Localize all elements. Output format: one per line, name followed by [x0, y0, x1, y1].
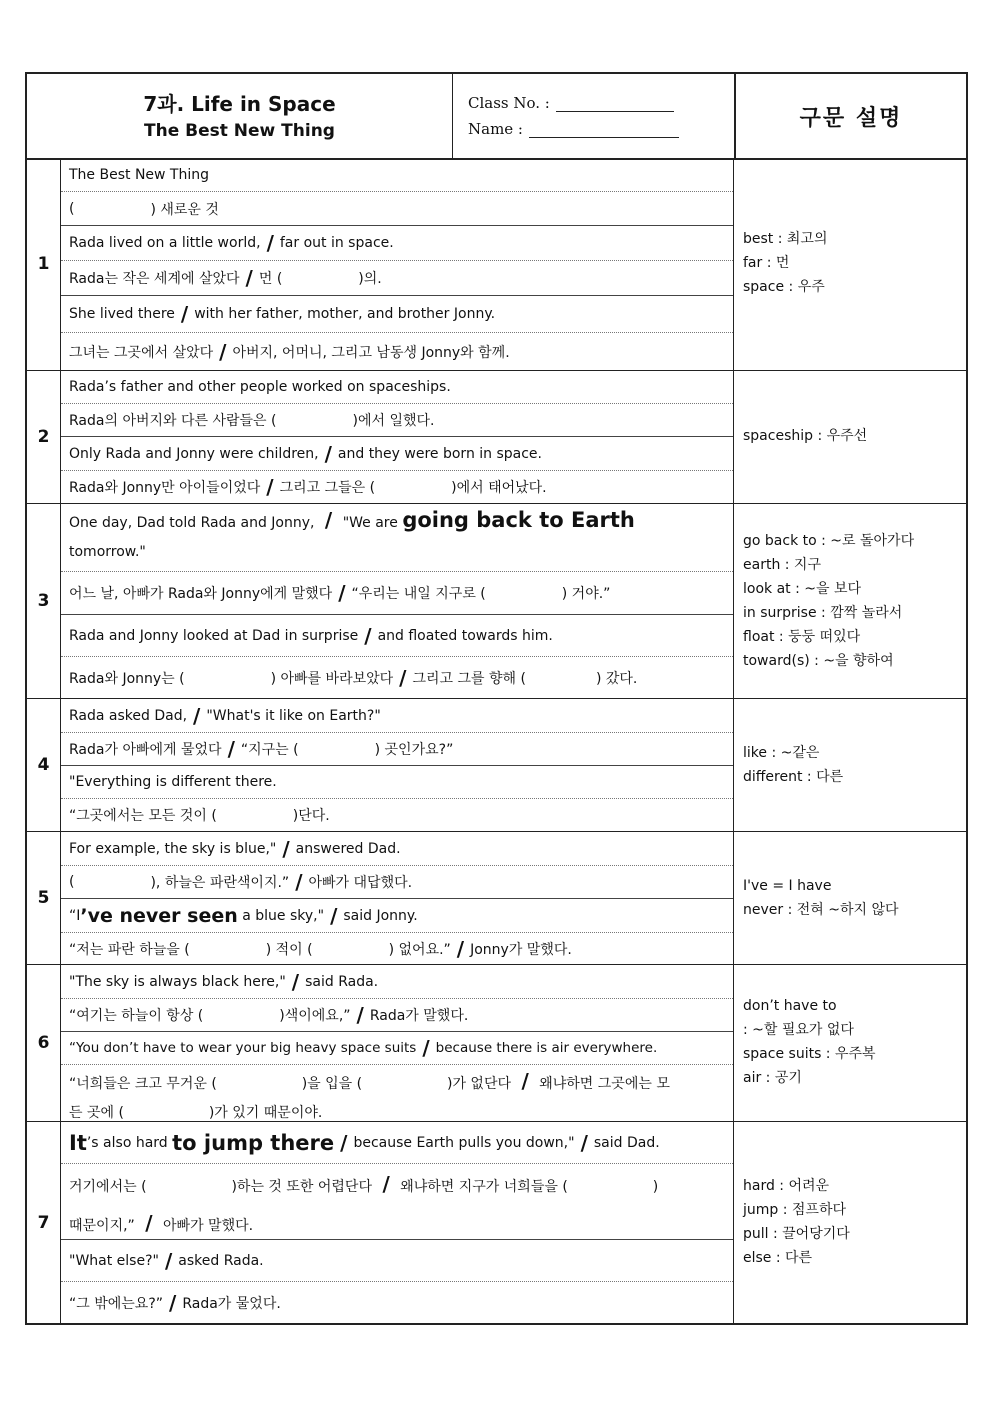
english-sentence: Rada asked Dad,	[69, 707, 188, 724]
sentence-line	[61, 1032, 733, 1065]
vocab-item: look at : ~을 보다	[743, 581, 862, 597]
english-sentence: said Jonny.	[343, 907, 418, 924]
vocab-item: earth : 지구	[743, 557, 821, 573]
vocab-item: never : 전혀 ~하지 않다	[743, 902, 899, 918]
translation-text: “너희들은 크고 무거운 (	[69, 1076, 217, 1092]
translation-line	[61, 657, 733, 698]
sentence-lines	[61, 371, 734, 503]
explanation-header: 구문 설명	[799, 105, 903, 131]
vocab-item: spaceship : 우주선	[743, 428, 868, 444]
english-sentence: "What's it like on Earth?"	[206, 707, 381, 724]
translation-text: 그리고 그를 향해 (	[412, 670, 526, 687]
translation-line	[61, 572, 733, 615]
translation-line	[61, 1065, 733, 1121]
translation-line	[61, 999, 733, 1032]
translation-text: 든 곳에 (	[69, 1105, 124, 1121]
section-4	[27, 699, 966, 832]
vocab-list	[743, 994, 876, 1090]
vocab-item: far : 먼	[743, 255, 790, 271]
section-number: 4	[27, 699, 61, 831]
slash-divider: /	[193, 703, 201, 728]
sentence-lines	[61, 965, 734, 1121]
translation-text: ) 새로운 것	[150, 201, 219, 218]
translation-text: 거기에서는 (	[69, 1179, 147, 1195]
translation-text: 때문이지,”	[69, 1218, 135, 1234]
sentence-line	[61, 615, 733, 657]
slash-divider: /	[521, 1069, 529, 1093]
lesson-title-box	[27, 74, 453, 158]
slash-divider: /	[266, 475, 274, 499]
vocab-item: air : 공기	[743, 1070, 802, 1086]
english-sentence: with her father, mother, and brother Jonny.	[194, 306, 496, 322]
vocab-item: best : 최고의	[743, 231, 828, 247]
slash-divider: /	[219, 339, 227, 364]
translation-line	[61, 471, 733, 503]
translation-text: “그 밖에는요?”	[69, 1295, 164, 1312]
translation-line	[61, 404, 733, 437]
english-sentence: The Best New Thing	[69, 166, 209, 183]
sentence-line	[61, 766, 733, 799]
slash-divider: /	[227, 737, 235, 761]
sentence-line	[61, 699, 733, 733]
lesson-subtitle: The Best New Thing	[144, 121, 335, 141]
english-sentence: asked Rada.	[178, 1252, 264, 1269]
translation-text: )색이에요,”	[279, 1008, 351, 1024]
section-number: 7	[27, 1122, 61, 1323]
worksheet-header	[27, 74, 966, 160]
translation-text: ) 갔다.	[595, 670, 638, 687]
translation-text: 먼 (	[258, 271, 283, 287]
key-phrase: ’ve never seen	[80, 904, 238, 927]
slash-divider: /	[580, 1130, 588, 1155]
vocab-item: I've = I have	[743, 878, 832, 894]
english-sentence: because Earth pulls you down,"	[353, 1134, 575, 1151]
english-sentence: Rada and Jonny looked at Dad in surprise	[69, 627, 359, 644]
sentence-lines	[61, 832, 734, 964]
translation-line	[61, 1282, 733, 1323]
english-sentence: and they were born in space.	[337, 445, 542, 462]
translation-text: )단다.	[292, 808, 330, 824]
english-sentence: "Everything is different there.	[69, 774, 277, 790]
section-2	[27, 371, 966, 504]
translation-text: 왜냐하면 그곳에는 모	[539, 1076, 670, 1092]
translation-text: ) 곳인가요?”	[374, 742, 454, 758]
english-sentence: Rada’s father and other people worked on spaceships.	[69, 379, 451, 395]
vocab-item: toward(s) : ~을 향하여	[743, 653, 894, 669]
english-sentence: because there is air everywhere.	[435, 1040, 658, 1056]
translation-text: 그녀는 그곳에서 살았다	[69, 344, 214, 361]
sentence-line	[61, 965, 733, 999]
translation-text: Rada가 말했다.	[369, 1008, 469, 1024]
slash-divider: /	[324, 508, 333, 532]
vocab-list	[743, 741, 843, 789]
vocab-item: in surprise : 깜짝 놀라서	[743, 605, 903, 621]
translation-text: (	[69, 874, 75, 890]
translation-text: Rada의 아버지와 다른 사람들은 (	[69, 413, 277, 429]
vocab-item: different : 다른	[743, 769, 844, 785]
english-sentence: and floated towards him.	[377, 627, 553, 644]
vocab-item: don’t have to	[743, 998, 837, 1014]
translation-line	[61, 333, 733, 370]
english-sentence: "The sky is always black here,"	[69, 973, 286, 990]
section-number: 6	[27, 965, 61, 1121]
translation-line	[61, 799, 733, 831]
section-1	[27, 158, 966, 371]
english-sentence: far out in space.	[279, 235, 394, 251]
translation-text: ), 하늘은 파란색이지.”	[150, 875, 290, 891]
vocab-list	[743, 874, 899, 922]
english-sentence: One day, Dad told Rada and Jonny,	[69, 515, 315, 531]
translation-text: 그리고 그들은 (	[279, 480, 376, 496]
translation-text: Rada가 아빠에게 물었다	[69, 742, 222, 758]
slash-divider: /	[422, 1036, 430, 1060]
english-sentence: For example, the sky is blue,"	[69, 840, 277, 857]
english-sentence: “You don’t have to wear your big heavy space suits	[69, 1040, 417, 1056]
translation-text: “그곳에서는 모든 것이 (	[69, 808, 217, 824]
slash-divider: /	[145, 1211, 153, 1235]
translation-text: )에서 일했다.	[352, 413, 435, 429]
sentence-lines	[61, 1122, 734, 1323]
class-no-label: Class No. :	[468, 94, 550, 112]
section-number: 3	[27, 504, 61, 698]
sentence-line	[61, 899, 733, 933]
section-6	[27, 965, 966, 1122]
translation-line	[61, 192, 733, 226]
translation-line	[61, 733, 733, 766]
english-sentence: ’s also hard	[86, 1134, 168, 1151]
translation-text: ) 적이 (	[265, 941, 313, 958]
english-sentence: Only Rada and Jonny were children,	[69, 445, 319, 462]
sentence-line	[61, 832, 733, 866]
name-field[interactable]	[529, 121, 679, 138]
english-sentence: Rada lived on a little world,	[69, 235, 261, 251]
vocab-list	[743, 529, 914, 673]
sentence-lines	[61, 158, 734, 370]
slash-divider: /	[456, 936, 465, 961]
lesson-title: 7과. Life in Space	[143, 92, 336, 116]
translation-text: )하는 것 또한 어렵단다	[231, 1179, 372, 1195]
slash-divider: /	[164, 1248, 173, 1273]
slash-divider: /	[169, 1290, 177, 1315]
english-sentence: "What else?"	[69, 1252, 159, 1269]
sentence-line	[61, 158, 733, 192]
sentence-line	[61, 1240, 733, 1282]
vocab-item: go back to : ~로 돌아가다	[743, 533, 915, 549]
vocab-item: jump : 점프하다	[743, 1202, 847, 1218]
translation-text: 어느 날, 아빠가 Rada와 Jonny에게 말했다	[69, 586, 333, 602]
sentence-line	[61, 504, 733, 572]
section-number: 1	[27, 158, 61, 370]
student-info-box	[453, 74, 736, 158]
section-7	[27, 1122, 966, 1323]
translation-line	[61, 866, 733, 899]
translation-text: ) 거야.”	[561, 586, 611, 602]
translation-text: )을 입을 (	[301, 1076, 363, 1092]
section-3	[27, 504, 966, 699]
section-number: 2	[27, 371, 61, 503]
english-sentence: "We are	[342, 515, 398, 531]
key-phrase: to jump there	[172, 1130, 335, 1155]
slash-divider: /	[330, 903, 338, 928]
vocab-item: : ~할 필요가 없다	[743, 1022, 854, 1038]
vocab-list	[743, 227, 827, 299]
translation-text: ) 없어요.”	[388, 941, 451, 958]
class-no-field[interactable]	[556, 95, 674, 112]
section-number: 5	[27, 832, 61, 964]
translation-text: Jonny가 말했다.	[470, 941, 572, 958]
sentence-line	[61, 371, 733, 404]
english-sentence: said Rada.	[305, 973, 379, 990]
slash-divider: /	[245, 266, 253, 290]
section-5	[27, 832, 966, 965]
sentence-lines	[61, 699, 734, 831]
vocab-item: like : ~같은	[743, 745, 820, 761]
english-sentence: a blue sky,"	[242, 907, 325, 924]
sentence-line	[61, 226, 733, 261]
translation-text: )가 있기 때문이야.	[208, 1105, 323, 1121]
translation-text: ) 아빠를 바라보았다	[270, 670, 394, 687]
translation-text: Rada가 물었다.	[182, 1295, 281, 1312]
translation-line	[61, 933, 733, 964]
key-phrase: going back to Earth	[402, 508, 635, 532]
translation-text: 아빠가 말했다.	[163, 1218, 254, 1234]
slash-divider: /	[340, 1130, 348, 1155]
blank-open: (	[69, 200, 75, 217]
worksheet-table	[25, 72, 968, 1325]
vocab-item: pull : 끌어당기다	[743, 1226, 850, 1242]
translation-text: “여기는 하늘이 항상 (	[69, 1008, 204, 1024]
slash-divider: /	[324, 441, 332, 466]
slash-divider: /	[180, 302, 189, 326]
slash-divider: /	[364, 623, 372, 648]
translation-line	[61, 1164, 733, 1240]
vocab-item: else : 다른	[743, 1250, 813, 1266]
slash-divider: /	[295, 870, 303, 894]
translation-text: )	[652, 1179, 659, 1195]
translation-text: “저는 파란 하늘을 (	[69, 941, 190, 958]
key-phrase: It	[69, 1130, 87, 1155]
translation-text: “우리는 내일 지구로 (	[351, 586, 486, 602]
english-sentence: She lived there	[69, 306, 175, 322]
english-sentence: said Dad.	[593, 1134, 660, 1151]
slash-divider: /	[399, 665, 407, 690]
translation-text: )의.	[358, 271, 382, 287]
translation-text: 아빠가 대답했다.	[308, 875, 413, 891]
sentence-line	[61, 437, 733, 471]
translation-text: )가 없단다	[447, 1076, 512, 1092]
name-label: Name :	[468, 120, 523, 138]
vocab-item: space suits : 우주복	[743, 1046, 876, 1062]
translation-text: Rada와 Jonny는 (	[69, 670, 185, 687]
slash-divider: /	[382, 1172, 390, 1196]
translation-text: “지구는 (	[240, 742, 299, 758]
sentence-lines	[61, 504, 734, 698]
translation-text: Rada와 Jonny만 아이들이었다	[69, 480, 261, 496]
slash-divider: /	[338, 581, 346, 605]
slash-divider: /	[356, 1003, 364, 1027]
vocab-list	[743, 1174, 850, 1270]
slash-divider: /	[266, 231, 274, 255]
vocab-list	[743, 424, 867, 448]
translation-line	[61, 261, 733, 296]
english-sentence: tomorrow."	[69, 544, 146, 560]
translation-text: )에서 태어났다.	[451, 480, 547, 496]
translation-text: Rada는 작은 세계에 살았다	[69, 271, 240, 287]
vocab-item: float : 둥둥 떠있다	[743, 629, 861, 645]
slash-divider: /	[282, 836, 290, 861]
sentence-line	[61, 1122, 733, 1164]
slash-divider: /	[291, 969, 300, 994]
vocab-item: hard : 어려운	[743, 1178, 830, 1194]
vocab-item: space : 우주	[743, 279, 825, 295]
english-sentence: answered Dad.	[295, 840, 401, 857]
english-sentence: “I	[69, 907, 81, 924]
translation-text: 아버지, 어머니, 그리고 남동생 Jonny와 함께.	[232, 344, 510, 361]
sentence-line	[61, 296, 733, 333]
translation-text: 왜냐하면 지구가 너희들을 (	[400, 1179, 568, 1195]
